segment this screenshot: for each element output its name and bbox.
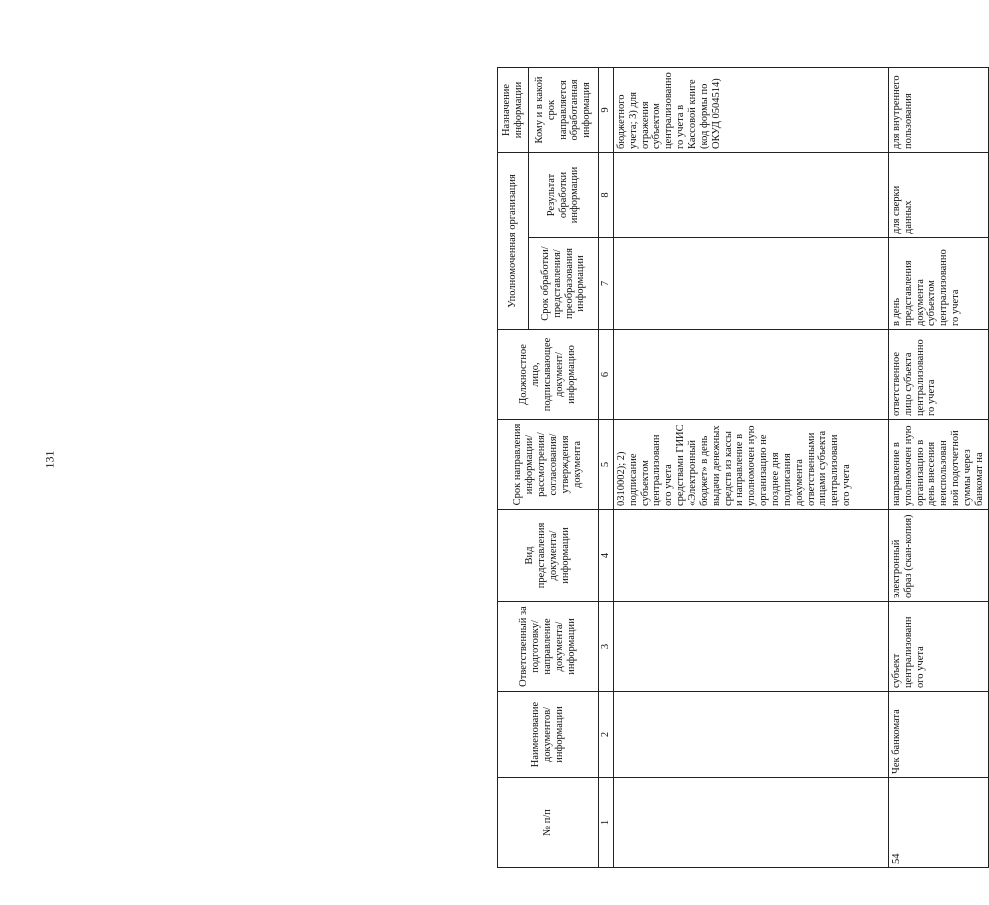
header-group-organization: Уполномоченная организация — [498, 153, 529, 330]
header-row-top — [498, 68, 529, 868]
table-cell — [613, 330, 888, 420]
table-row — [888, 68, 988, 868]
deadline: направление в уполномочен ную организацию в день внесения неиспользован ной подотчетной суммы через банкомат на — [888, 420, 988, 510]
header-col-2: Наименование документов/ информации — [498, 692, 599, 778]
column-number: 3 — [599, 602, 614, 692]
table-row-continuation — [613, 68, 888, 868]
header-col-7: Срок обработки/ представления/ преобразования информации — [529, 238, 599, 330]
signer: ответственное лицо субъекта централизованно го учета — [888, 330, 988, 420]
document-table-sheet — [497, 68, 985, 868]
column-number-row — [599, 68, 614, 868]
table-cell — [613, 153, 888, 238]
column-number: 8 — [599, 153, 614, 238]
table-cell-deadline: 0310002); 2) подписание субъектом централизованн ого учета средствами ГИИС «Электронный бюджет» в день выдачи денежных средств из кассы и направление в уполномочен ную организацию не позднее дня подписания документа ответственными лицами субъекта централизовани ого учета — [613, 420, 888, 510]
responsible: субъект централизованн ого учета — [888, 602, 988, 692]
column-number: 1 — [599, 778, 614, 868]
purpose: для внутреннего пользования — [888, 68, 988, 153]
table-cell — [613, 602, 888, 692]
row-number: 54 — [888, 778, 988, 868]
column-number: 2 — [599, 692, 614, 778]
header-col-9: Кому и в какой срок направляется обработанная информация — [529, 68, 599, 153]
document-table — [497, 67, 989, 868]
table-cell — [613, 778, 888, 868]
document-name: Чек банкомата — [888, 692, 988, 778]
header-col-4: Вид представления документа/ информации — [498, 510, 599, 602]
processing-result: для сверки данных — [888, 153, 988, 238]
column-number: 4 — [599, 510, 614, 602]
table-cell — [613, 692, 888, 778]
table-cell — [613, 238, 888, 330]
header-group-purpose: Назначение информации — [498, 68, 529, 153]
column-number: 5 — [599, 420, 614, 510]
header-col-8: Результат обработки информации — [529, 153, 599, 238]
table-cell — [613, 510, 888, 602]
column-number: 6 — [599, 330, 614, 420]
header-col-3: Ответственный за подготовку/ направление документа/ информации — [498, 602, 599, 692]
header-col-5: Срок направления информации/ рассмотрения/ согласования/ утверждения документа — [498, 420, 599, 510]
table-cell-purpose: бюджетного учета; 3) для отражения субъектом централизованно го учета в Кассовой книге (код формы по ОКУД 0504514) — [613, 68, 888, 153]
column-number: 7 — [599, 238, 614, 330]
document-form: электронный образ (скан-копия) — [888, 510, 988, 602]
header-col-1: № п/п — [498, 778, 599, 868]
page-number: 131 — [42, 450, 57, 469]
column-number: 9 — [599, 68, 614, 153]
processing-term: в день представления документа субъектом централизованно го учета — [888, 238, 988, 330]
header-col-6: Должностное лицо, подписывающее документ/ информацию — [498, 330, 599, 420]
